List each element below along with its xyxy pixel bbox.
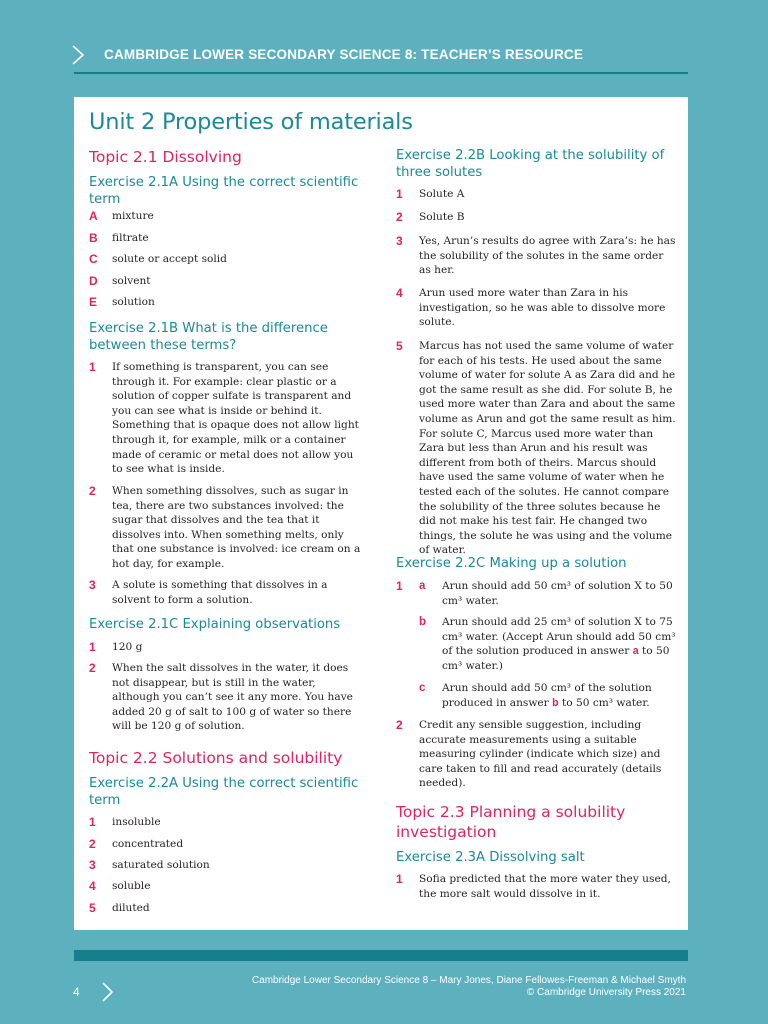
item-text: saturated solution <box>112 859 210 871</box>
topic-2-1-heading: Topic 2.1 Dissolving <box>89 148 242 166</box>
item-text: filtrate <box>112 232 149 244</box>
item-label: 2 <box>89 484 96 498</box>
footer-credit-line: Cambridge Lower Secondary Science 8 – Mary Jones, Diane Fellowes-Freeman & Michael Smyth <box>251 975 686 986</box>
list-item <box>89 274 361 289</box>
item-label: 1 <box>89 815 96 829</box>
item-text: Yes, Arun’s results do agree with Zara’s: he has the solubility of the solutes in the same order as her. <box>419 235 676 277</box>
list-item <box>396 187 676 202</box>
item-label: 2 <box>396 718 403 732</box>
header-rule <box>74 72 688 74</box>
list-item <box>89 901 361 916</box>
topic-2-3-heading: Topic 2.3 Planning a solubility investigation <box>396 803 626 841</box>
item-label: 3 <box>396 234 403 248</box>
item-label: 1 <box>396 872 403 886</box>
item-label: A <box>89 209 98 223</box>
item-text: Credit any sensible suggestion, including accurate measurements using a suitable measuring cylinder (indicate which size) and care taken to fill and read accurately (details needed). <box>419 719 662 790</box>
item-label: 5 <box>396 339 403 353</box>
item-text <box>442 615 676 673</box>
exercise-2-2c-heading: Exercise 2.2C Making up a solution <box>396 556 627 571</box>
exercise-2-1c-heading: Exercise 2.1C Explaining observations <box>89 617 341 632</box>
item-label: D <box>89 274 98 288</box>
item-text: Solute B <box>419 211 465 223</box>
item-label: 3 <box>89 578 96 592</box>
list-item <box>396 872 676 901</box>
answer-reference: b <box>552 696 559 709</box>
item-label: 2 <box>396 210 403 224</box>
item-text: 120 g <box>112 641 143 653</box>
list-item <box>396 615 676 673</box>
subitem-label: c <box>419 682 426 694</box>
item-label: 1 <box>396 187 403 201</box>
item-text: solution <box>112 296 155 308</box>
item-label: B <box>89 231 98 245</box>
list-item <box>89 252 361 267</box>
page-number: 4 <box>73 985 80 999</box>
list-item <box>396 681 676 710</box>
item-text: If something is transparent, you can see through it. For example: clear plastic or a solution of copper sulfate is transparent and you can see what is inside or behind it. Something that is opaque does not allow light through it, for example, milk or a container made of ceramic or metal does not allow you to see what is inside. <box>112 361 359 476</box>
list-item <box>89 231 361 246</box>
page-content <box>74 97 688 930</box>
footer-band <box>74 950 688 961</box>
list-item <box>89 837 361 852</box>
exercise-2-1a-heading: Exercise 2.1A Using the correct scientific term <box>89 175 359 207</box>
item-label: 1 <box>89 360 96 374</box>
list-item <box>396 210 676 225</box>
list-item <box>89 815 361 830</box>
list-item <box>89 661 361 734</box>
item-text <box>442 681 676 710</box>
item-text: Arun should add 50 cm³ of solution X to 50 cm³ water. <box>442 580 673 607</box>
item-text-part: Arun should add 50 cm³ of the solution produced in answer <box>442 682 652 709</box>
item-text: When something dissolves, such as sugar in tea, there are two substances involved: the sugar that dissolves and the tea that it dissolves into. When something melts, only that one substance is involved: ice cream on a hot day, for example. <box>112 485 361 570</box>
list-item <box>89 879 361 894</box>
item-text: concentrated <box>112 838 184 850</box>
item-text: Solute A <box>419 188 465 200</box>
item-label: 4 <box>89 879 96 893</box>
item-text: diluted <box>112 902 150 914</box>
item-label: 2 <box>89 837 96 851</box>
list-item <box>396 339 676 558</box>
item-text: Marcus has not used the same volume of water for each of his tests. He used about the same volume of water for solute A as Zara did and he got the same result as she did. For solute B, he used more water than Zara and about the same volume as Arun and got the same result as him. For solute C, Marcus used more water than Zara but less than Arun and his result was different from both of theirs. Marcus should have used the same volume of water when he tested each of the solutes. He cannot compare the solubility of the three solutes because he did not make his test fair. He changed two things, the solute he was using and the volume of water. <box>419 340 676 557</box>
item-label: 1 <box>396 579 403 593</box>
subitem-label: a <box>419 580 426 592</box>
item-text-part: to 50 cm³ water. <box>561 696 650 709</box>
item-label: C <box>89 252 98 266</box>
item-label: 3 <box>89 858 96 872</box>
item-text: solvent <box>112 275 151 287</box>
footer-credits <box>252 975 686 999</box>
list-item <box>396 234 676 278</box>
item-text-part: Arun should add 25 cm³ of solution X to 75 cm³ water. (Accept Arun should add 50 cm³ of the solution produced in answer <box>442 616 676 658</box>
item-text-part: to 50 cm³ water.) <box>442 645 670 672</box>
exercise-2-1b-heading: Exercise 2.1B What is the difference between these terms? <box>89 321 328 353</box>
chevron-right-icon <box>70 44 86 66</box>
item-text: Sofia predicted that the more water they used, the more salt would dissolve in it. <box>419 873 671 900</box>
list-item <box>396 579 676 608</box>
unit-title: Unit 2 Properties of materials <box>89 109 413 135</box>
item-text: soluble <box>112 880 151 892</box>
exercise-2-2b-heading: Exercise 2.2B Looking at the solubility of three solutes <box>396 148 665 180</box>
list-item <box>89 640 361 655</box>
item-label: 1 <box>89 640 96 654</box>
item-label: 5 <box>89 901 96 915</box>
item-label: 4 <box>396 286 403 300</box>
exercise-2-3a-heading: Exercise 2.3A Dissolving salt <box>396 850 585 865</box>
chevron-right-icon <box>100 981 114 1003</box>
item-label: E <box>89 295 98 309</box>
list-item <box>89 295 361 310</box>
item-text: When the salt dissolves in the water, it does not disappear, but is still in the water, although you can’t see it any more. You have added 20 g of salt to 100 g of water so there will be 120 g of solution. <box>112 662 353 733</box>
item-text: solute or accept solid <box>112 253 227 265</box>
list-item <box>89 209 361 224</box>
list-item <box>89 858 361 873</box>
answer-reference: a <box>632 645 639 658</box>
list-item <box>396 286 676 330</box>
exercise-2-2a-heading: Exercise 2.2A Using the correct scientific term <box>89 776 359 808</box>
topic-2-2-heading: Topic 2.2 Solutions and solubility <box>89 749 343 767</box>
list-item <box>396 718 676 791</box>
item-text: insoluble <box>112 816 161 828</box>
subitem-label: b <box>419 616 427 628</box>
item-text: A solute is something that dissolves in a solvent to form a solution. <box>112 579 328 606</box>
list-item <box>89 484 361 572</box>
running-header: CAMBRIDGE LOWER SECONDARY SCIENCE 8: TEACHER’S RESOURCE <box>104 47 584 62</box>
item-text: mixture <box>112 210 154 222</box>
list-item <box>89 360 361 477</box>
item-label: 2 <box>89 661 96 675</box>
footer-copyright: © Cambridge University Press 2021 <box>526 987 686 998</box>
list-item <box>89 578 361 607</box>
item-text: Arun used more water than Zara in his investigation, so he was able to dissolve more solute. <box>419 287 666 329</box>
